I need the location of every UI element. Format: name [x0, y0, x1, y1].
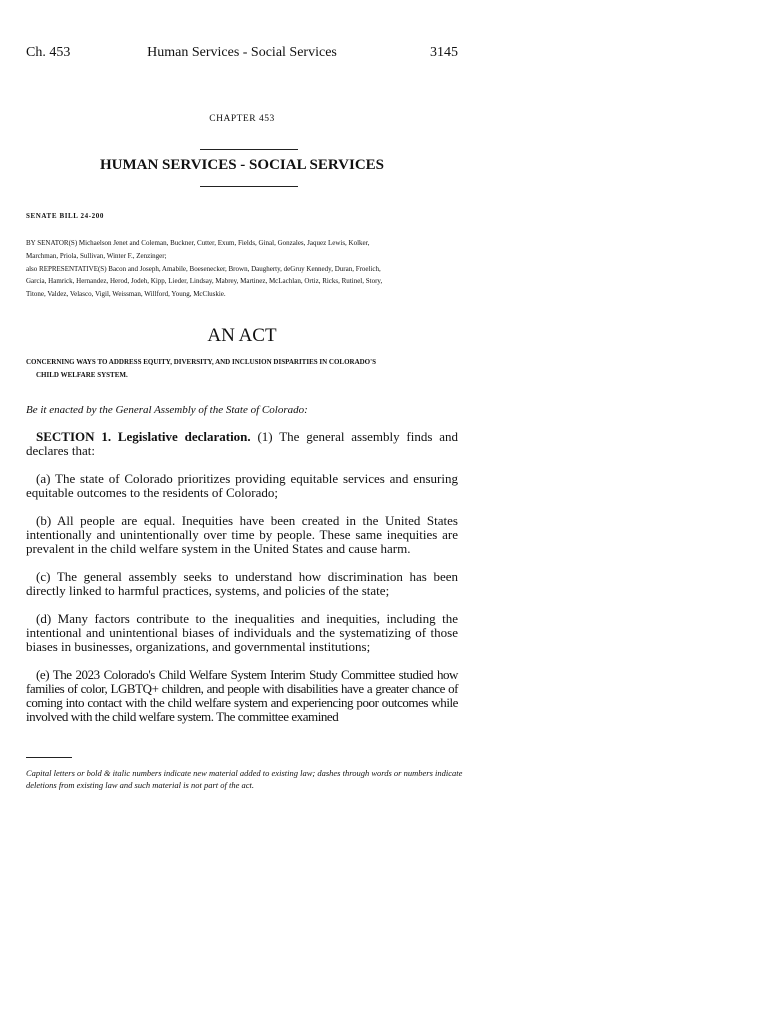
document-title: HUMAN SERVICES - SOCIAL SERVICES: [99, 157, 384, 173]
section-1-intro: [26, 430, 458, 458]
chapter-reference: Ch. 453: [26, 45, 71, 60]
title-rule-bottom: [200, 186, 298, 187]
paragraph-e-text: (e) The 2023 Colorado's Child Welfare System Interim Study Committee studied how families of color, LGBTQ+ children, and people with disabilities have a greater chance of coming into contact with the child welfare system and experiencing poor outcomes while involved with the child welfare system. The committee examined: [26, 667, 458, 724]
section-1-heading: SECTION 1. Legislative declaration.: [36, 429, 251, 444]
paragraph-e: [26, 668, 458, 724]
page-number: 3145: [430, 45, 458, 60]
sponsors-block: [26, 237, 460, 301]
concerning-clause: [26, 356, 460, 382]
act-heading: AN ACT: [207, 325, 277, 346]
sponsor-line: Garcia, Hamrick, Hernandez, Herod, Jodeh, Kipp, Lieder, Lindsay, Mabrey, Martinez, McLachlan, Ortiz, Ricks, Rutinel, Story,: [26, 277, 383, 286]
sponsor-line: Marchman, Priola, Sullivan, Winter F., Zenzinger;: [26, 251, 167, 260]
sponsor-line: BY SENATOR(S) Michaelson Jenet and Coleman, Buckner, Cutter, Exum, Fields, Ginal, Gonzales, Jaquez Lewis, Kolker,: [26, 239, 370, 247]
enacting-clause: Be it enacted by the General Assembly of the State of Colorado:: [26, 404, 308, 416]
bill-number: SENATE BILL 24-200: [26, 212, 104, 220]
concerning-line-2: CHILD WELFARE SYSTEM.: [36, 371, 128, 379]
running-title: Human Services - Social Services: [147, 45, 337, 60]
running-header: [26, 45, 458, 65]
paragraph-a: (a) The state of Colorado prioritizes providing equitable services and ensuring equitable outcomes to the residents of Colorado;: [26, 471, 458, 500]
chapter-label: CHAPTER 453: [209, 114, 275, 124]
title-rule-top: [200, 149, 298, 150]
footnote-rule: [26, 757, 72, 758]
sponsor-line: Titone, Valdez, Velasco, Vigil, Weissman, Willford, Young, McCluskie.: [26, 290, 226, 299]
sponsor-line: also REPRESENTATIVE(S) Bacon and Joseph, Amabile, Boesenecker, Brown, Daugherty, deGruy Kennedy, Duran, Froelich,: [26, 264, 381, 273]
paragraph-c: (c) The general assembly seeks to understand how discrimination has been directly linked to harmful practices, systems, and policies of the state;: [26, 569, 458, 598]
section-1-intro-text: (1) The general assembly finds and declares that:: [26, 429, 458, 458]
paragraph-b: (b) All people are equal. Inequities have been created in the United States intentionally and unintentionally over time by people. These same inequities are prevalent in the child welfare system in the United States and cause harm.: [26, 513, 458, 556]
paragraph-d: (d) Many factors contribute to the inequalities and inequities, including the intentional and unintentional biases of individuals and the systematizing of those biases in businesses, organizations, and governmental institutions;: [26, 611, 458, 654]
concerning-line-1: CONCERNING WAYS TO ADDRESS EQUITY, DIVERSITY, AND INCLUSION DISPARITIES IN COLORADO'S: [26, 358, 376, 366]
footnote: Capital letters or bold & italic numbers indicate new material added to existing law; dashes through words or numbers indicate deletions from existing law and such material is not part of the act.: [26, 768, 463, 790]
